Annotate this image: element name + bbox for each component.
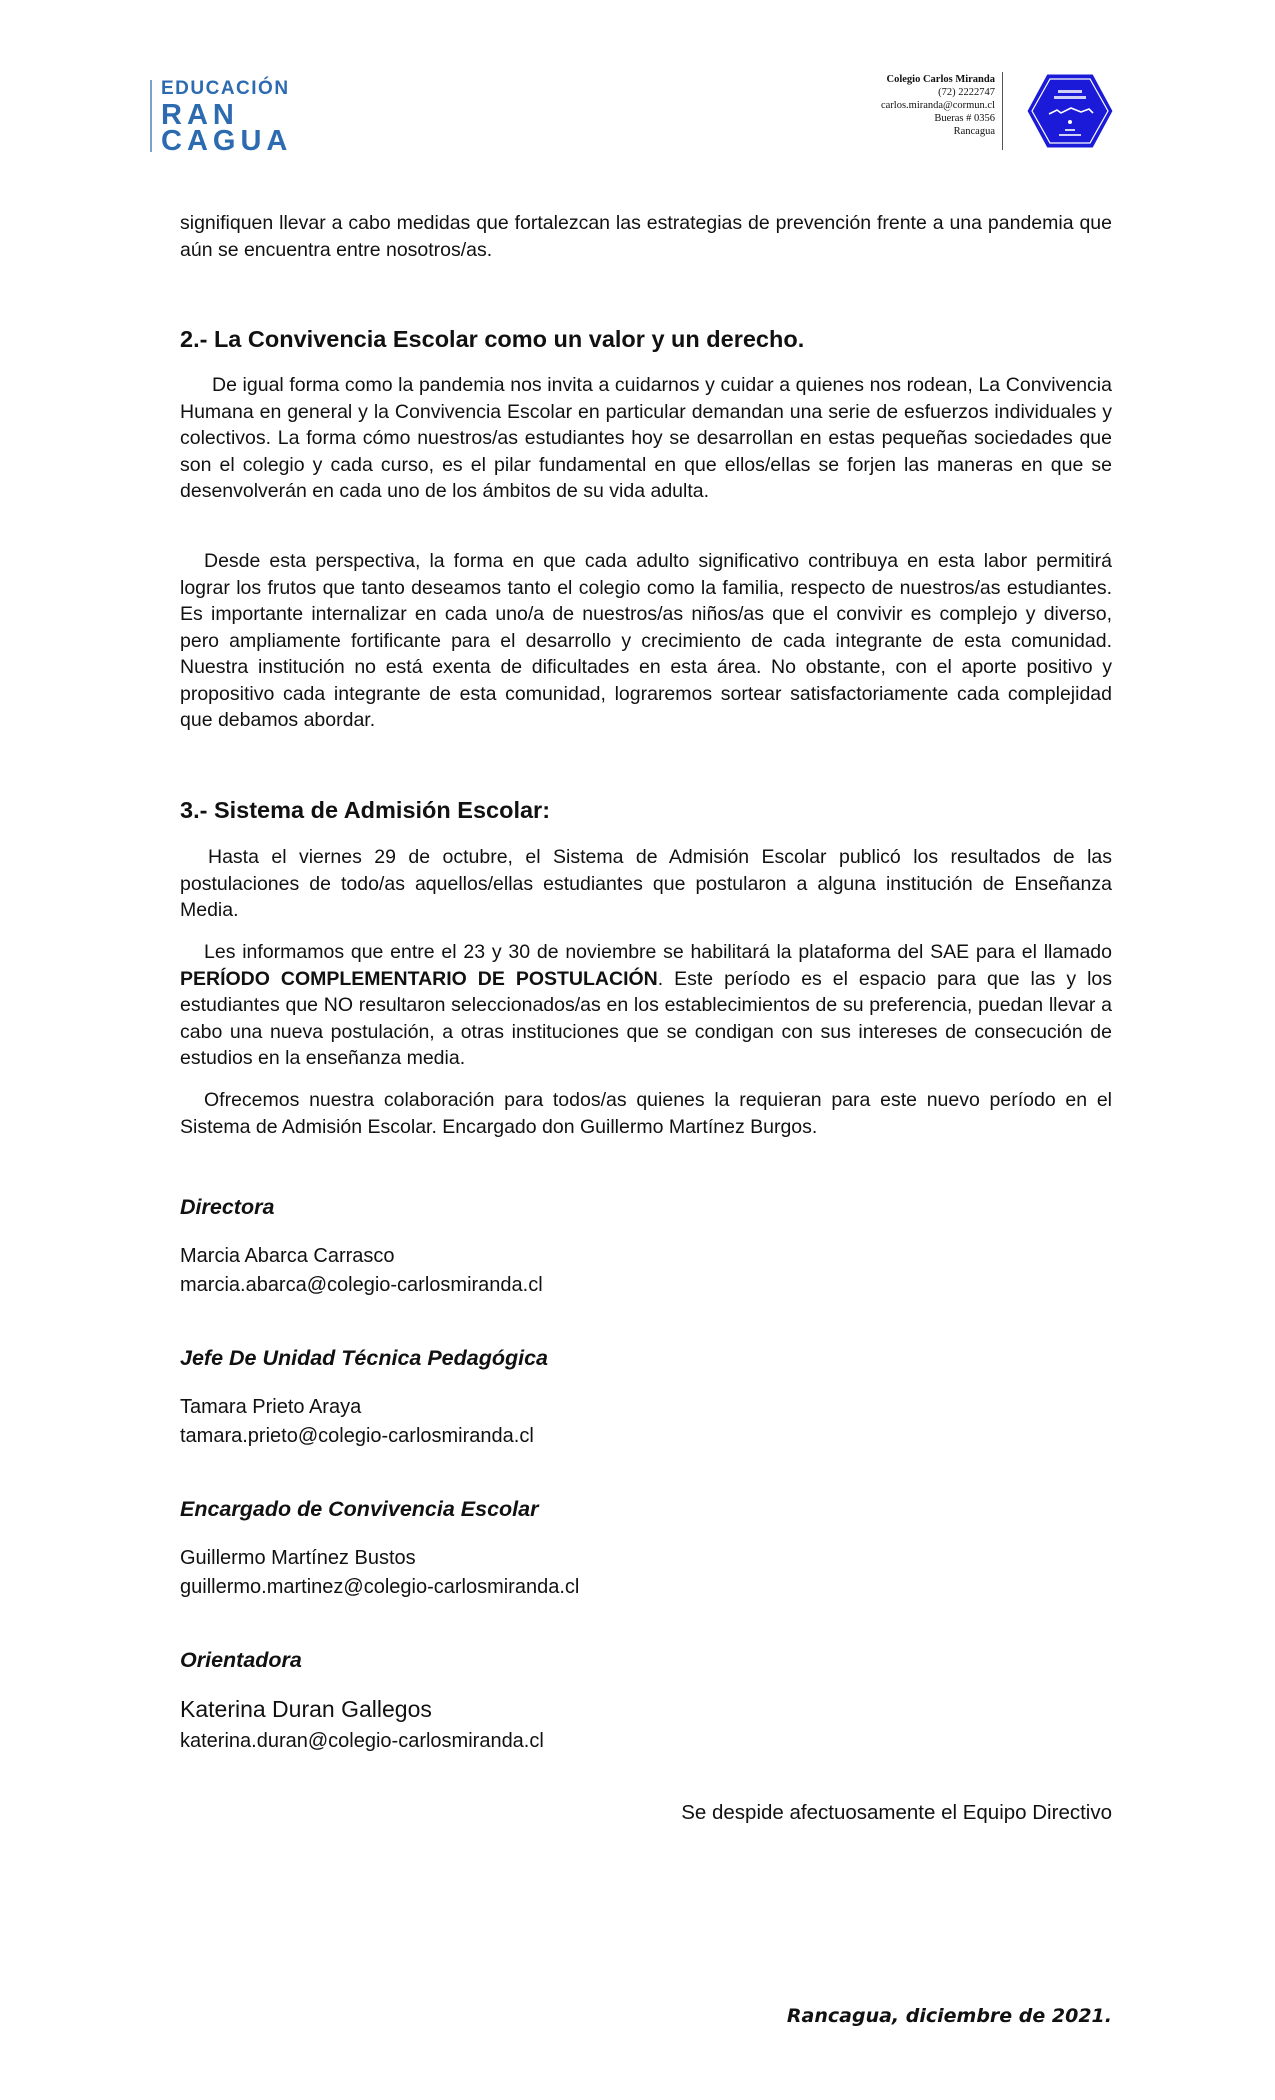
contact-email: katerina.duran@colegio-carlosmiranda.cl xyxy=(180,1730,544,1752)
document-date: Rancagua, diciembre de 2021. xyxy=(786,2005,1112,2027)
contact-email: tamara.prieto@colegio-carlosmiranda.cl xyxy=(180,1425,534,1447)
complementary-period-emphasis: PERÍODO COMPLEMENTARIO DE POSTULACIÓN xyxy=(180,967,658,990)
school-emblem-icon xyxy=(1025,72,1115,150)
section-3-paragraph-3: Ofrecemos nuestra colaboración para todos/as quienes la requieran para este nuevo período en el Sistema de Admisión Escolar. Encargado don Guillermo Martínez Burgos. xyxy=(180,1089,1112,1138)
logo-divider xyxy=(150,80,152,152)
school-info xyxy=(815,73,995,138)
logo-cagua-text: CAGUA xyxy=(161,125,293,157)
closing-line: Se despide afectuosamente el Equipo Directivo xyxy=(681,1801,1112,1824)
contact-name: Guillermo Martínez Bustos xyxy=(180,1547,416,1569)
school-address: Bueras # 0356 xyxy=(934,113,995,124)
contact-name: Marcia Abarca Carrasco xyxy=(180,1245,395,1267)
section-2-heading: 2.- La Convivencia Escolar como un valor y un derecho. xyxy=(180,326,805,352)
info-divider xyxy=(1002,72,1003,150)
logo-educacion-text: EDUCACIÓN xyxy=(161,78,290,99)
school-phone: (72) 2222747 xyxy=(938,87,995,98)
contact-name: Katerina Duran Gallegos xyxy=(180,1696,432,1722)
contact-role: Jefe De Unidad Técnica Pedagógica xyxy=(180,1346,549,1370)
section-2-paragraph-2: Desde esta perspectiva, la forma en que cada adulto significativo contribuya en esta labor permitirá lograr los frutos que tanto deseamos tanto el colegio como la familia, respecto de nuestros/as estudiantes. Es importante internalizar en cada uno/a de nuestros/as niños/as que el convivir es complejo y diverso, pero ampliamente fortificante para el desarrollo y crecimiento de cada integrante de esta comunidad. Nuestra institución no está exenta de dificultades en esta área. No obstante, con el aporte positivo y propositivo cada integrante de esta comunidad, lograremos sortear satisfactoriamente cada complejidad que debamos abordar. xyxy=(180,550,1112,731)
section-3-paragraph-2 xyxy=(180,939,1112,1072)
paragraph-text-start: Les informamos que entre el 23 y 30 de noviembre se habilitará la plataforma del SAE para el llamado xyxy=(204,941,1112,963)
contact-email: marcia.abarca@colegio-carlosmiranda.cl xyxy=(180,1274,543,1296)
section-3-paragraph-1: Hasta el viernes 29 de octubre, el Sistema de Admisión Escolar publicó los resultados de las postulaciones de todo/as aquellos/ellas estudiantes que postularon a alguna institución de Enseñanza Media. xyxy=(180,846,1112,921)
section-2-paragraph-1: De igual forma como la pandemia nos invita a cuidarnos y cuidar a quienes nos rodean, La Convivencia Humana en general y la Convivencia Escolar en particular demandan una serie de esfuerzos individuales y colectivos. La forma cómo nuestros/as estudiantes hoy se desarrollan en estas pequeñas sociedades que son el colegio y cada curso, es el pilar fundamental en que ellos/ellas se forjen las maneras en que se desenvolverán en cada uno de los ámbitos de su vida adulta. xyxy=(180,374,1112,502)
logo-ran-text: RAN xyxy=(161,99,239,131)
school-city: Rancagua xyxy=(953,126,995,137)
contact-role: Orientadora xyxy=(180,1648,302,1672)
intro-paragraph: signifiquen llevar a cabo medidas que fortalezcan las estrategias de prevención frente a una pandemia que aún se encuentra entre nosotros/as. xyxy=(180,212,1112,261)
school-email: carlos.miranda@cormun.cl xyxy=(880,100,995,111)
school-name: Colegio Carlos Miranda xyxy=(886,74,995,85)
contact-role: Directora xyxy=(180,1195,275,1219)
contact-email: guillermo.martinez@colegio-carlosmiranda.cl xyxy=(180,1576,580,1598)
section-3-heading: 3.- Sistema de Admisión Escolar: xyxy=(180,797,551,823)
contact-role: Encargado de Convivencia Escolar xyxy=(180,1497,539,1521)
contact-name: Tamara Prieto Araya xyxy=(180,1396,362,1418)
paragraph-text-end: . Este período es el espacio para que las y los estudiantes que NO resultaron seleccionados/as en los establecimientos de su preferencia, puedan llevar a cabo una nueva postulación, a otras instituciones que se condigan con sus intereses de consecución de estudios en la enseñanza media. xyxy=(180,967,1113,1069)
